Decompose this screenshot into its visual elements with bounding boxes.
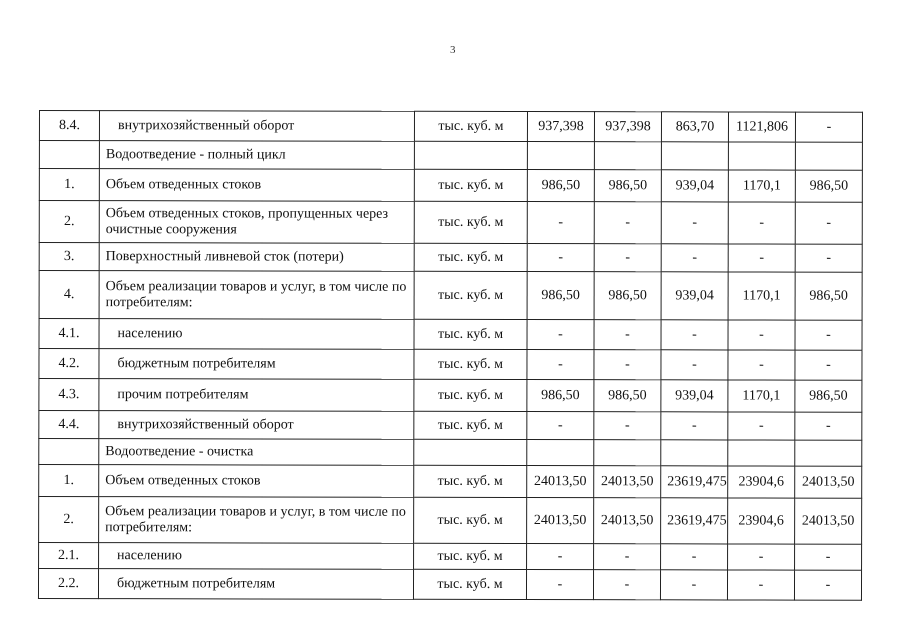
value-cell: - — [594, 320, 661, 350]
value-cell — [527, 440, 594, 466]
value-cell: 986,50 — [594, 170, 661, 202]
value-cell: 24013,50 — [594, 466, 661, 498]
unit-cell: тыс. куб. м — [414, 379, 527, 411]
row-number: 8.4. — [39, 111, 99, 141]
value-cell: - — [795, 350, 862, 380]
value-cell: 24013,50 — [795, 466, 862, 498]
value-cell: - — [594, 350, 661, 380]
table-body — [38, 111, 862, 601]
indicator-name: Объем реализации товаров и услуг, в том числе по потребителям: — [99, 271, 414, 320]
value-cell: - — [527, 320, 594, 350]
value-cell: 24013,50 — [527, 466, 594, 498]
value-cell: - — [728, 350, 795, 380]
row-number: 4.3. — [39, 379, 99, 411]
table-row — [39, 319, 862, 351]
table-row — [39, 201, 862, 245]
value-cell: - — [661, 544, 728, 570]
indicator-name: внутрихозяйственный оборот — [99, 411, 414, 440]
value-cell: 937,398 — [527, 112, 594, 142]
value-cell: 986,50 — [795, 380, 862, 412]
value-cell: - — [728, 320, 795, 350]
unit-cell: тыс. куб. м — [414, 111, 527, 141]
value-cell: - — [728, 244, 795, 272]
row-number — [39, 141, 99, 169]
value-cell: 986,50 — [527, 380, 594, 412]
table-row — [39, 465, 862, 499]
value-cell: 23904,6 — [728, 466, 795, 498]
value-cell: 1170,1 — [728, 380, 795, 412]
row-number: 4. — [39, 271, 99, 319]
unit-cell: тыс. куб. м — [414, 411, 527, 439]
value-cell: - — [661, 320, 728, 350]
unit-cell: тыс. куб. м — [414, 543, 527, 569]
unit-cell — [414, 141, 527, 169]
indicator-name: Объем отведенных стоков — [99, 465, 414, 498]
row-number: 4.1. — [39, 319, 99, 349]
value-cell: - — [795, 412, 862, 440]
value-cell: - — [527, 412, 594, 440]
indicator-name: Поверхностный ливневой сток (потери) — [99, 243, 414, 272]
unit-cell: тыс. куб. м — [414, 319, 527, 349]
value-cell: - — [593, 570, 660, 600]
value-cell — [527, 142, 594, 170]
indicator-name: бюджетным потребителям — [99, 349, 414, 380]
value-cell: 986,50 — [527, 170, 594, 202]
value-cell: 24013,50 — [527, 498, 594, 544]
value-cell: 24013,50 — [594, 498, 661, 544]
value-cell: - — [526, 570, 593, 600]
value-cell: 939,04 — [661, 272, 728, 320]
value-cell: 1170,1 — [728, 272, 795, 320]
value-cell: - — [661, 350, 728, 380]
row-number: 1. — [39, 169, 99, 201]
row-number: 2. — [39, 497, 99, 543]
value-cell: - — [728, 412, 795, 440]
unit-cell: тыс. куб. м — [414, 271, 527, 319]
value-cell: - — [795, 112, 862, 142]
value-cell: 937,398 — [594, 112, 661, 142]
value-cell: 939,04 — [661, 170, 728, 202]
value-cell: - — [728, 202, 795, 244]
section-title: Водоотведение - очистка — [99, 439, 414, 466]
table-row — [39, 543, 862, 571]
value-cell — [795, 440, 862, 466]
value-cell: 863,70 — [661, 112, 728, 142]
value-cell: 986,50 — [594, 272, 661, 320]
indicator-name: Объем реализации товаров и услуг, в том числе по потребителям: — [99, 497, 414, 544]
value-cell: 23619,475 — [661, 498, 728, 544]
indicator-name: бюджетным потребителям — [98, 569, 413, 600]
row-number: 1. — [39, 465, 99, 497]
table-row — [39, 379, 862, 413]
value-cell: 986,50 — [795, 272, 862, 320]
value-cell: - — [594, 412, 661, 440]
value-cell: - — [795, 244, 862, 272]
table-row — [39, 243, 862, 273]
value-cell: - — [795, 320, 862, 350]
row-number: 2. — [39, 201, 99, 243]
indicator-name: населению — [99, 543, 414, 570]
value-cell: - — [594, 202, 661, 244]
value-cell: 939,04 — [661, 380, 728, 412]
value-cell: 986,50 — [594, 380, 661, 412]
row-number — [39, 439, 99, 465]
value-cell: - — [661, 412, 728, 440]
row-number: 4.2. — [39, 349, 99, 379]
unit-cell — [414, 439, 527, 465]
value-cell: - — [794, 570, 861, 600]
value-cell: - — [594, 544, 661, 570]
value-cell: - — [727, 570, 794, 600]
value-cell: - — [527, 350, 594, 380]
value-cell: - — [527, 544, 594, 570]
page-number: 3 — [450, 44, 456, 56]
table-row — [39, 411, 862, 441]
unit-cell: тыс. куб. м — [414, 497, 527, 543]
value-cell — [594, 142, 661, 170]
indicator-name: прочим потребителям — [99, 379, 414, 412]
table-row — [39, 169, 862, 203]
table-row — [39, 271, 862, 321]
section-row — [39, 439, 862, 467]
value-cell: 23904,6 — [728, 498, 795, 544]
unit-cell: тыс. куб. м — [414, 201, 527, 243]
section-title: Водоотведение - полный цикл — [99, 141, 414, 170]
value-cell: 986,50 — [795, 170, 862, 202]
value-cell — [795, 142, 862, 170]
value-cell: 986,50 — [527, 272, 594, 320]
row-number: 2.2. — [38, 569, 98, 599]
table-row — [39, 111, 862, 143]
table-row — [38, 569, 861, 601]
value-cell — [661, 440, 728, 466]
value-cell — [728, 142, 795, 170]
unit-cell: тыс. куб. м — [413, 569, 526, 599]
water-disposal-table — [38, 110, 863, 601]
value-cell: - — [527, 202, 594, 244]
indicator-name: внутрихозяйственный оборот — [99, 111, 414, 142]
unit-cell: тыс. куб. м — [414, 349, 527, 379]
unit-cell: тыс. куб. м — [414, 169, 527, 201]
value-cell — [594, 440, 661, 466]
value-cell — [728, 440, 795, 466]
section-row — [39, 141, 862, 171]
value-cell: - — [661, 244, 728, 272]
value-cell: 23619,475 — [661, 466, 728, 498]
value-cell: - — [795, 202, 862, 244]
unit-cell: тыс. куб. м — [414, 465, 527, 497]
value-cell: - — [728, 544, 795, 570]
value-cell: - — [594, 244, 661, 272]
indicator-name: Объем отведенных стоков, пропущенных через очистные сооружения — [99, 201, 414, 244]
value-cell: 1170,1 — [728, 170, 795, 202]
value-cell: - — [527, 244, 594, 272]
unit-cell: тыс. куб. м — [414, 243, 527, 271]
row-number: 4.4. — [39, 411, 99, 439]
row-number: 2.1. — [39, 543, 99, 569]
value-cell: - — [661, 202, 728, 244]
row-number: 3. — [39, 243, 99, 271]
table-row — [39, 497, 862, 545]
value-cell: - — [660, 570, 727, 600]
table-row — [39, 349, 862, 381]
value-cell: 24013,50 — [795, 498, 862, 544]
indicator-name: населению — [99, 319, 414, 350]
value-cell: 1121,806 — [728, 112, 795, 142]
indicator-name: Объем отведенных стоков — [99, 169, 414, 202]
value-cell: - — [795, 544, 862, 570]
value-cell — [661, 142, 728, 170]
